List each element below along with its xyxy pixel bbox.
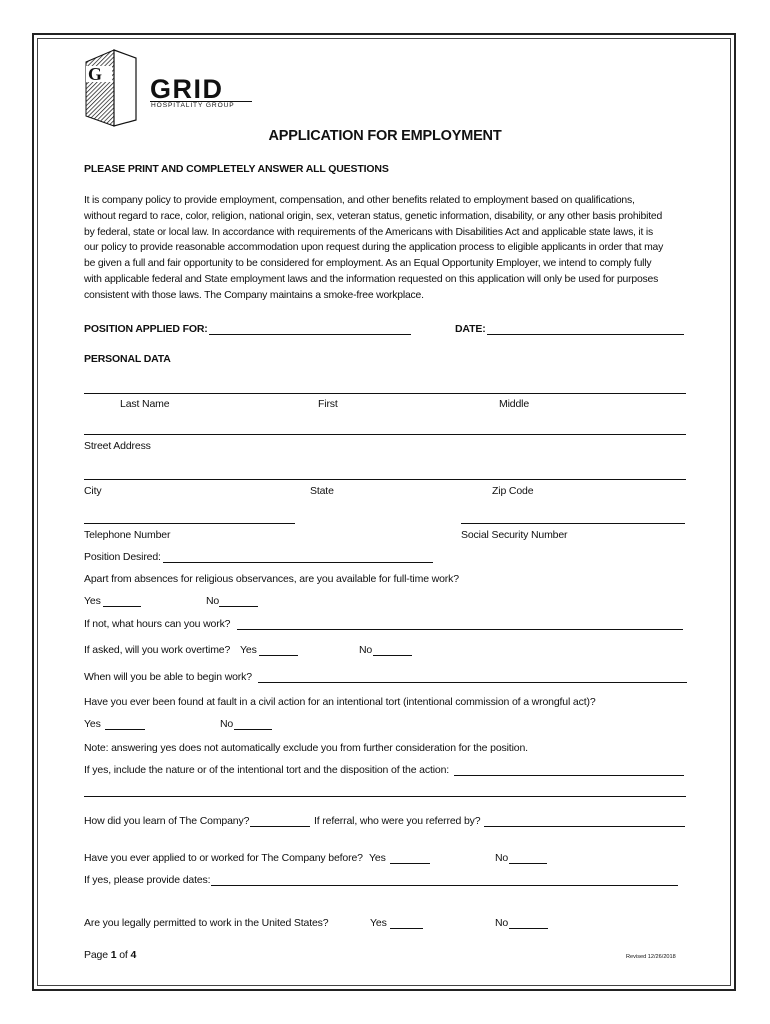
fulltime-no-label: No <box>206 595 220 607</box>
overtime-yes-field[interactable] <box>259 655 298 656</box>
street-address-field[interactable] <box>84 434 686 435</box>
policy-paragraph <box>84 193 690 304</box>
referral-question: If referral, who were you referred by? <box>314 815 481 827</box>
tort-nature-field-continued[interactable] <box>84 796 686 797</box>
fulltime-question: Apart from absences for religious observances, are you available for full-time work? <box>84 573 459 585</box>
tort-nature-field[interactable] <box>454 775 684 776</box>
policy-line: without regard to race, color, religion, national origin, sex, veteran status, genetic information, disability, or any other basis prohibited <box>84 210 663 222</box>
fulltime-no-field[interactable] <box>219 606 258 607</box>
position-applied-label: POSITION APPLIED FOR: <box>84 323 208 335</box>
state-label: State <box>310 485 334 497</box>
applied-before-question: Have you ever applied to or worked for The Company before? <box>84 852 363 864</box>
learn-question: How did you learn of The Company? <box>84 815 250 827</box>
legal-question: Are you legally permitted to work in the United States? <box>84 917 329 929</box>
telephone-field[interactable] <box>84 523 295 524</box>
position-applied-field[interactable] <box>209 334 411 335</box>
tort-yes-field[interactable] <box>105 729 145 730</box>
page-title: APPLICATION FOR EMPLOYMENT <box>268 128 502 144</box>
policy-line: be given a full and fair opportunity to be considered for employment. As an Equal Opportunity Employer, we intend to comply fully <box>84 258 652 270</box>
revised-date: Revised 12/26/2018 <box>626 954 676 960</box>
overtime-no-field[interactable] <box>373 655 412 656</box>
position-desired-label: Position Desired: <box>84 551 161 563</box>
applied-no-field[interactable] <box>509 863 547 864</box>
city-state-zip-field[interactable] <box>84 479 686 480</box>
hours-question: If not, what hours can you work? <box>84 618 231 630</box>
page-of: of <box>119 949 128 961</box>
legal-yes-label: Yes <box>370 917 387 929</box>
legal-no-field[interactable] <box>509 928 548 929</box>
grid-logo-icon <box>84 48 138 128</box>
applied-yes-field[interactable] <box>390 863 430 864</box>
policy-line: with applicable federal and State employment laws and the information requested on this application will only be used for purposes <box>84 273 659 285</box>
telephone-label: Telephone Number <box>84 529 171 541</box>
zip-code-label: Zip Code <box>492 485 534 497</box>
policy-line: consistent with those laws. The Company maintains a smoke-free workplace. <box>84 289 424 301</box>
date-label: DATE: <box>455 323 486 335</box>
policy-line: by federal, state or local law. In accordance with requirements of the Americans with Disabilities Act and applicable state laws, it is <box>84 226 654 238</box>
ssn-label: Social Security Number <box>461 529 568 541</box>
middle-name-label: Middle <box>499 398 530 410</box>
overtime-question: If asked, will you work overtime? <box>84 644 231 656</box>
begin-work-field[interactable] <box>258 682 687 683</box>
tort-no-label: No <box>220 718 234 730</box>
page-current: 1 <box>110 949 117 961</box>
tort-yes-label: Yes <box>84 718 101 730</box>
date-field[interactable] <box>487 334 684 335</box>
logo-subtitle: HOSPITALITY GROUP <box>151 102 235 109</box>
tort-no-field[interactable] <box>234 729 272 730</box>
fulltime-yes-field[interactable] <box>103 606 141 607</box>
ssn-field[interactable] <box>461 523 685 524</box>
first-name-label: First <box>318 398 338 410</box>
page-number <box>84 949 136 961</box>
page-border-inner <box>37 38 731 986</box>
tort-question: Have you ever been found at fault in a civil action for an intentional tort (intentional commission of a wrongful act)? <box>84 696 596 708</box>
last-name-label: Last Name <box>120 398 170 410</box>
learn-field[interactable] <box>250 826 310 827</box>
policy-line: It is company policy to provide employment, compensation, and other benefits related to employment based on qualifications, <box>84 195 635 206</box>
street-address-label: Street Address <box>84 440 151 452</box>
logo-mark-letter: G <box>88 64 103 84</box>
hours-field[interactable] <box>237 629 683 630</box>
fulltime-yes-label: Yes <box>84 595 101 607</box>
page-prefix: Page <box>84 949 108 961</box>
legal-yes-field[interactable] <box>390 928 423 929</box>
begin-work-question: When will you be able to begin work? <box>84 671 252 683</box>
dates-question: If yes, please provide dates: <box>84 874 211 886</box>
page-total: 4 <box>130 949 137 961</box>
personal-data-heading: PERSONAL DATA <box>84 353 171 365</box>
applied-no-label: No <box>495 852 509 864</box>
position-desired-field[interactable] <box>163 562 433 563</box>
referral-field[interactable] <box>484 826 685 827</box>
tort-nature-label: If yes, include the nature or of the intentional tort and the disposition of the action: <box>84 764 450 776</box>
instruction-heading: PLEASE PRINT AND COMPLETELY ANSWER ALL QUESTIONS <box>84 163 389 175</box>
city-label: City <box>84 485 102 497</box>
logo-brand: GRID <box>150 74 224 104</box>
name-field[interactable] <box>84 393 686 394</box>
overtime-yes-label: Yes <box>240 644 257 656</box>
dates-field[interactable] <box>211 885 678 886</box>
legal-no-label: No <box>495 917 509 929</box>
overtime-no-label: No <box>359 644 373 656</box>
tort-note: Note: answering yes does not automatically exclude you from further consideration for the position. <box>84 742 528 754</box>
policy-line: our policy to provide reasonable accommodation upon request during the application process to eligible applicants in order that may <box>84 242 664 254</box>
applied-yes-label: Yes <box>369 852 386 864</box>
